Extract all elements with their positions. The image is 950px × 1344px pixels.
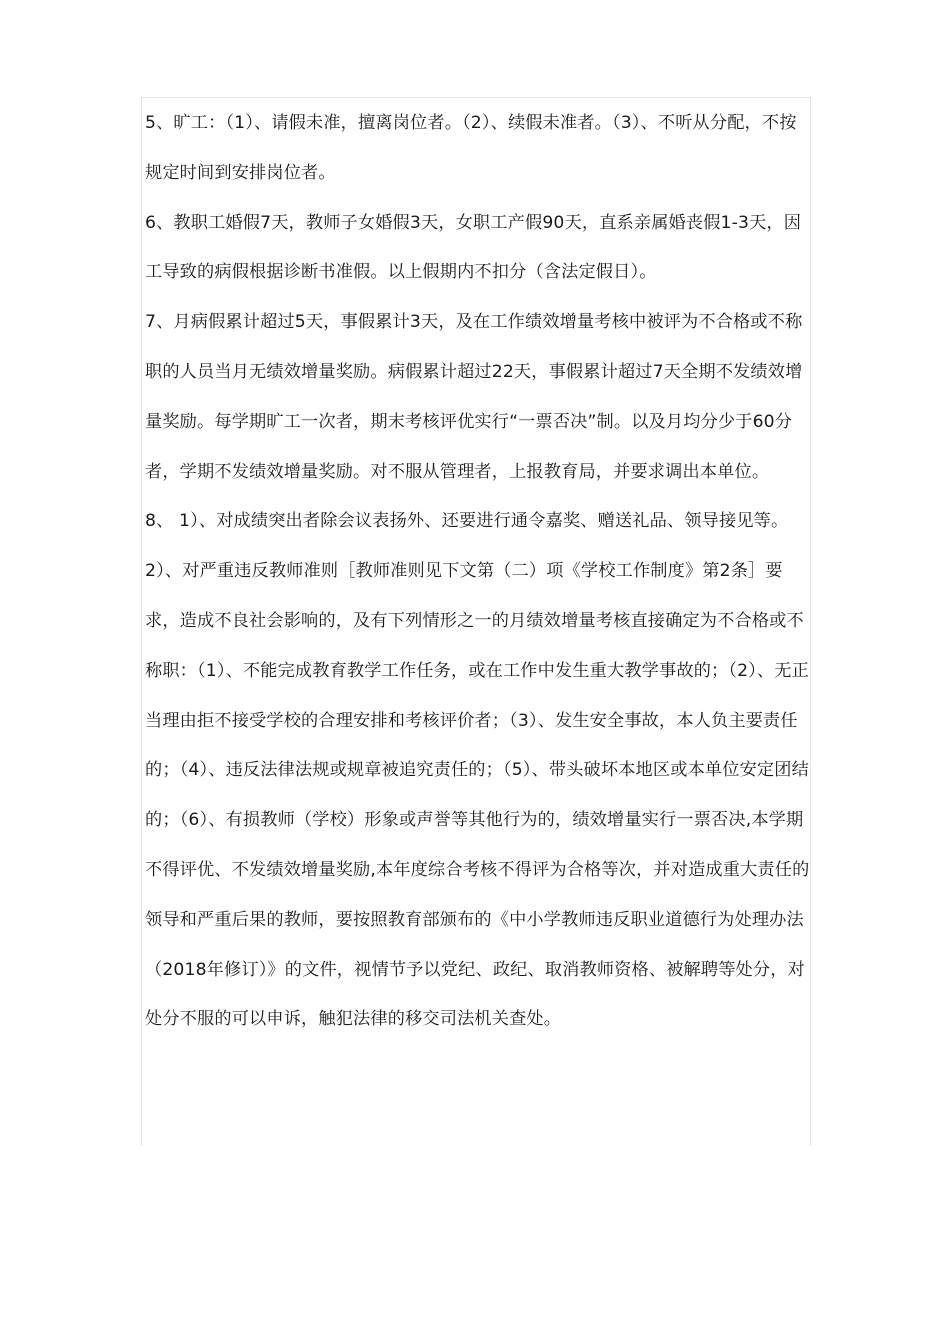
paragraph-absenteeism: 5、旷工：（1）、请假未准，擅离岗位者。（2）、续假未准者。（3）、不听从分配，不按规定时间到安排岗位者。 xyxy=(145,113,797,183)
paragraph-performance-bonus: 7、月病假累计超过5天，事假累计3天，及在工作绩效增量考核中被评为不合格或不称职的人员当月无绩效增量奖励。病假累计超过22天，事假累计超过7天全期不发绩效增量奖励。每学期旷工一次者，期末考核评优实行“一票否决”制。以及月均分少于60分者，学期不发绩效增量奖励。对不服从管理者，上报教育局，并要求调出本单位。 xyxy=(145,312,803,482)
paragraph-rewards-penalties: 8、 1）、对成绩突出者除会议表扬外、还要进行通令嘉奖、赠送礼品、领导接见等。2）、对严重违反教师准则［教师准则见下文第（二）项《学校工作制度》第2条］要求，造成不良社会影响的，及有下列情形之一的月绩效增量考核直接确定为不合格或不称职：（1）、不能完成教育教学工作任务，或在工作中发生重大教学事故的；（2）、无正当理由拒不接受学校的合理安排和考核评价者；（3）、发生安全事故，本人负主要责任的；（4）、违反法律法规或规章被追究责任的；（5）、带头破坏本地区或本单位安定团结的；（6）、有损教师（学校）形象或声誉等其他行为的，绩效增量实行一票否决,本学期不得评优、不发绩效增量奖励,本年度综合考核不得评为合格等次，并对造成重大责任的领导和严重后果的教师，要按照教育部颁布的《中小学教师违反职业道德行为处理办法（2018年修订）》的文件，视情节予以党纪、政纪、取消教师资格、被解聘等处分，对处分不服的可以申诉，触犯法律的移交司法机关查处。 xyxy=(145,511,810,1030)
paragraph-leave-policy: 6、教职工婚假7天，教师子女婚假3天，女职工产假90天，直系亲属婚丧假1-3天，因工导致的病假根据诊断书准假。以上假期内不扣分（含法定假日）。 xyxy=(145,212,802,283)
document-body xyxy=(145,99,813,1045)
